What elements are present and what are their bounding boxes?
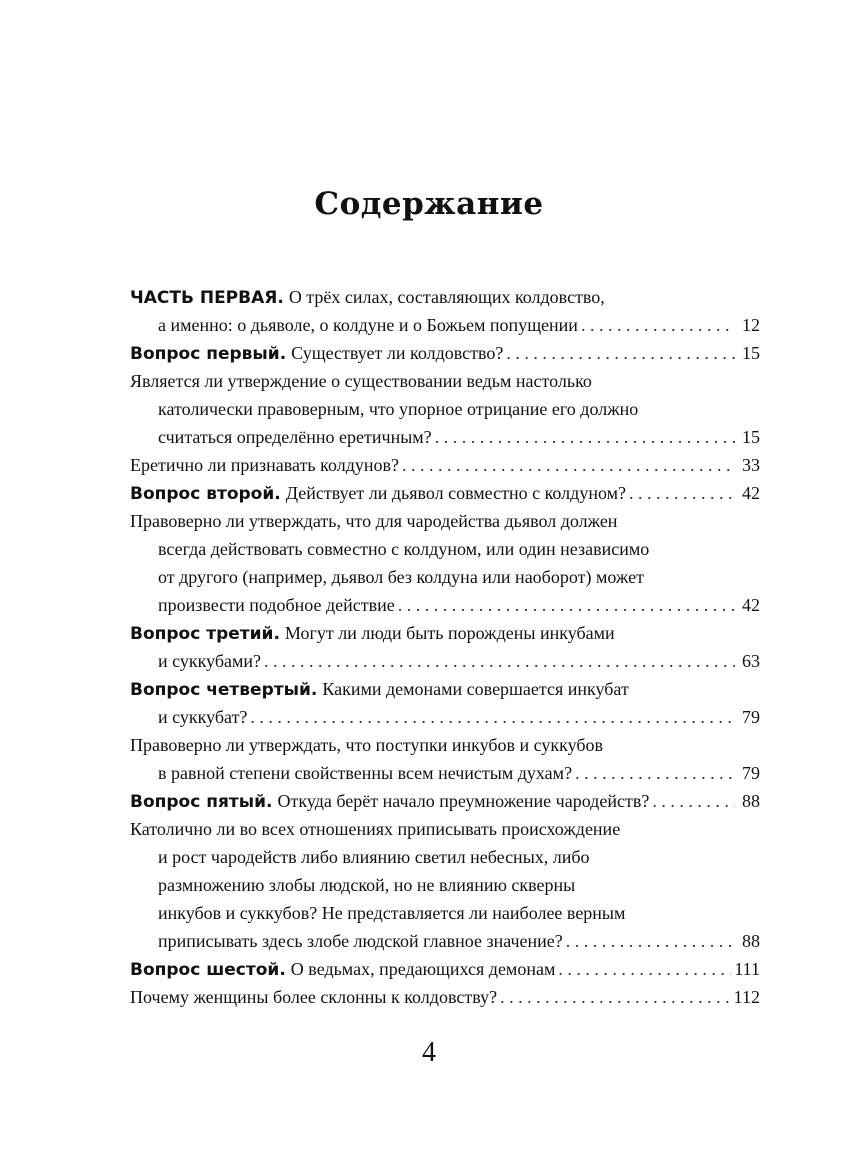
toc-heading: Вопрос шестой. xyxy=(130,960,286,980)
dot-leader xyxy=(402,451,735,479)
toc-entry-text: и суккубами? xyxy=(158,651,262,671)
toc-line xyxy=(130,759,760,787)
toc-line xyxy=(130,787,760,815)
table-of-contents xyxy=(130,283,760,1011)
dot-leader xyxy=(566,927,735,955)
toc-entry-text: приписывать здесь злобе людской главное значение? xyxy=(158,931,563,951)
toc-entry-text: и рост чародейств либо влиянию светил небесных, либо xyxy=(158,847,590,867)
toc-entry-text: О трёх силах, составляющих колдовство, xyxy=(288,287,605,307)
toc-line xyxy=(130,451,760,479)
toc-line xyxy=(130,619,760,647)
toc-entry-text: считаться определённо еретичным? xyxy=(158,427,432,447)
dot-leader xyxy=(398,591,735,619)
toc-entry-text: Почему женщины более склонны к колдовству? xyxy=(130,987,498,1007)
toc-entry-text: и суккубат? xyxy=(158,707,248,727)
toc-entry-text: Существует ли колдовство? xyxy=(291,343,504,363)
toc-heading: Вопрос третий. xyxy=(130,624,280,644)
toc-line xyxy=(130,367,760,395)
toc-line xyxy=(130,563,760,591)
toc-entry-text: Правоверно ли утверждать, что для чародейства дьявол должен xyxy=(130,511,618,531)
toc-line xyxy=(130,983,760,1011)
toc-entry-text: инкубов и суккубов? Не представляется ли наиболее верным xyxy=(158,903,626,923)
toc-line xyxy=(130,871,760,899)
toc-heading: Вопрос первый. xyxy=(130,344,287,364)
toc-entry-text: Могут ли люди быть порождены инкубами xyxy=(284,623,615,643)
toc-page-number: 112 xyxy=(733,987,760,1007)
dot-leader xyxy=(652,787,735,815)
toc-entry-text: Действует ли дьявол совместно с колдуном? xyxy=(285,483,626,503)
toc-entry-text: Является ли утверждение о существовании ведьм настолько xyxy=(130,371,592,391)
toc-entry-text: Откуда берёт начало преумножение чародейств? xyxy=(277,791,650,811)
toc-line xyxy=(130,703,760,731)
dot-leader xyxy=(506,339,735,367)
toc-page-number: 42 xyxy=(742,595,760,615)
toc-line xyxy=(130,899,760,927)
toc-page-number: 15 xyxy=(742,343,760,363)
toc-line xyxy=(130,479,760,507)
dot-leader xyxy=(581,311,735,339)
toc-page-number: 63 xyxy=(742,651,760,671)
toc-line xyxy=(130,647,760,675)
toc-line xyxy=(130,395,760,423)
toc-entry-text: Какими демонами совершается инкубат xyxy=(322,679,629,699)
dot-leader xyxy=(250,703,735,731)
toc-line xyxy=(130,731,760,759)
toc-heading: ЧАСТЬ ПЕРВАЯ. xyxy=(130,288,284,308)
dot-leader xyxy=(500,983,731,1011)
toc-line xyxy=(130,591,760,619)
toc-entry-text: Католично ли во всех отношениях приписывать происхождение xyxy=(130,819,621,839)
toc-line xyxy=(130,815,760,843)
toc-entry-text: размножению злобы людской, но не влиянию скверны xyxy=(158,875,576,895)
toc-entry-text: католически правоверным, что упорное отрицание его должно xyxy=(158,399,639,419)
toc-line xyxy=(130,283,760,311)
toc-line xyxy=(130,843,760,871)
toc-page-number: 88 xyxy=(742,791,760,811)
toc-heading: Вопрос четвертый. xyxy=(130,680,318,700)
dot-leader xyxy=(629,479,735,507)
dot-leader xyxy=(558,955,731,983)
toc-page-number: 88 xyxy=(742,931,760,951)
page-number: 4 xyxy=(422,1037,436,1068)
toc-page-number: 111 xyxy=(734,959,760,979)
toc-page-number: 79 xyxy=(742,763,760,783)
toc-page-number: 12 xyxy=(742,315,760,335)
toc-entry-text: Еретично ли признавать колдунов? xyxy=(130,455,399,475)
toc-line xyxy=(130,535,760,563)
toc-page-number: 15 xyxy=(742,427,760,447)
toc-entry-text: произвести подобное действие xyxy=(158,595,395,615)
toc-entry-text: Правоверно ли утверждать, что поступки инкубов и суккубов xyxy=(130,735,604,755)
toc-entry-text: в равной степени свойственны всем нечистым духам? xyxy=(158,763,573,783)
toc-line xyxy=(130,955,760,983)
toc-heading: Вопрос пятый. xyxy=(130,792,273,812)
toc-entry-text: О ведьмах, предающихся демонам xyxy=(290,959,556,979)
dot-leader xyxy=(264,647,735,675)
dot-leader xyxy=(435,423,735,451)
toc-entry-text: от другого (например, дьявол без колдуна или наоборот) может xyxy=(158,567,644,587)
toc-heading: Вопрос второй. xyxy=(130,484,281,504)
toc-line xyxy=(130,507,760,535)
toc-entry-text: а именно: о дьяволе, о колдуне и о Божьем попущении xyxy=(158,315,578,335)
dot-leader xyxy=(575,759,735,787)
toc-page-number: 33 xyxy=(742,455,760,475)
toc-line xyxy=(130,927,760,955)
toc-line xyxy=(130,675,760,703)
toc-page-number: 79 xyxy=(742,707,760,727)
page-title: Содержание xyxy=(314,186,544,222)
toc-line xyxy=(130,339,760,367)
toc-line xyxy=(130,423,760,451)
toc-line xyxy=(130,311,760,339)
toc-page-number: 42 xyxy=(742,483,760,503)
toc-entry-text: всегда действовать совместно с колдуном, или один независимо xyxy=(158,539,650,559)
